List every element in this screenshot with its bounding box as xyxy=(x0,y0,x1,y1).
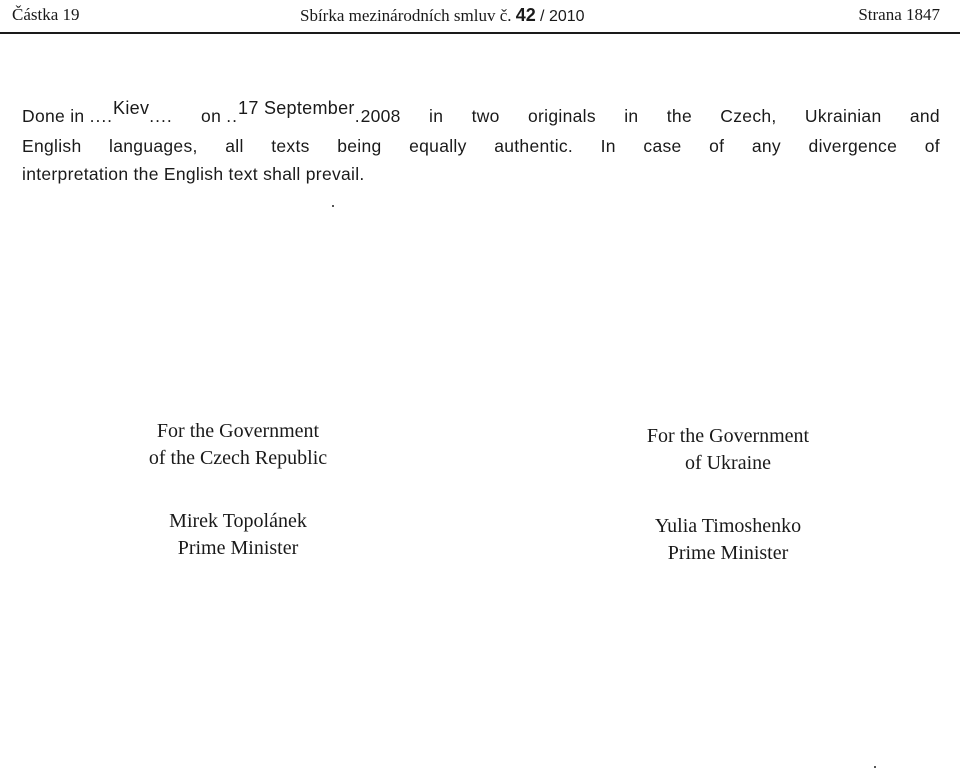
word: in xyxy=(624,106,639,126)
signatory-title: Prime Minister xyxy=(667,542,789,564)
place-handwritten: Kiev xyxy=(113,98,150,118)
signatory-line-2: of Ukraine xyxy=(684,452,772,474)
word: equally xyxy=(409,136,467,156)
word: two xyxy=(471,106,500,126)
word: the xyxy=(666,106,692,126)
scan-speck xyxy=(874,766,876,768)
word: divergence xyxy=(808,136,898,156)
signatory-name: Yulia Timoshenko xyxy=(654,515,802,537)
word: any xyxy=(751,136,781,156)
word: in xyxy=(429,106,444,126)
word: of xyxy=(924,136,940,156)
scan-speck xyxy=(332,205,334,207)
word: case xyxy=(643,136,682,156)
collection-name: Sbírka mezinárodních smluv č. xyxy=(300,6,512,25)
signature-block-ukraine xyxy=(608,423,848,567)
word: authentic. xyxy=(494,136,574,156)
signatory-title: Prime Minister xyxy=(177,537,299,559)
done-in-text: Done in ....Kiev.... xyxy=(22,98,173,126)
word: all xyxy=(225,136,244,156)
word: texts xyxy=(271,136,310,156)
signatory-line-2: of the Czech Republic xyxy=(148,447,328,469)
part-number: Částka 19 xyxy=(12,5,80,24)
word: languages, xyxy=(109,136,198,156)
signatory-name: Mirek Topolánek xyxy=(169,510,307,532)
issue-number: 42 xyxy=(515,5,536,25)
word: and xyxy=(909,106,940,126)
date-handwritten: 17 September xyxy=(238,98,355,118)
paragraph-line-2 xyxy=(22,136,940,157)
word: Ukrainian xyxy=(804,106,882,126)
signature-block-czech xyxy=(118,418,358,562)
page-number: Strana 1847 xyxy=(858,5,940,24)
collection-title xyxy=(300,5,585,26)
word: originals xyxy=(528,106,596,126)
on-text: on ..17 September.2008 xyxy=(201,98,401,126)
word: In xyxy=(600,136,616,156)
page-header xyxy=(0,0,960,34)
word: Czech, xyxy=(720,106,777,126)
word: English xyxy=(22,136,82,156)
word: being xyxy=(337,136,382,156)
paragraph-line-3: interpretation the English text shall prevail. xyxy=(22,164,365,184)
issue-year: / 2010 xyxy=(540,8,585,25)
word: of xyxy=(709,136,725,156)
year-text: 2008 xyxy=(360,106,401,126)
signatory-line-1: For the Government xyxy=(646,425,810,447)
paragraph-line-1 xyxy=(22,98,940,127)
signatory-line-1: For the Government xyxy=(156,420,320,442)
